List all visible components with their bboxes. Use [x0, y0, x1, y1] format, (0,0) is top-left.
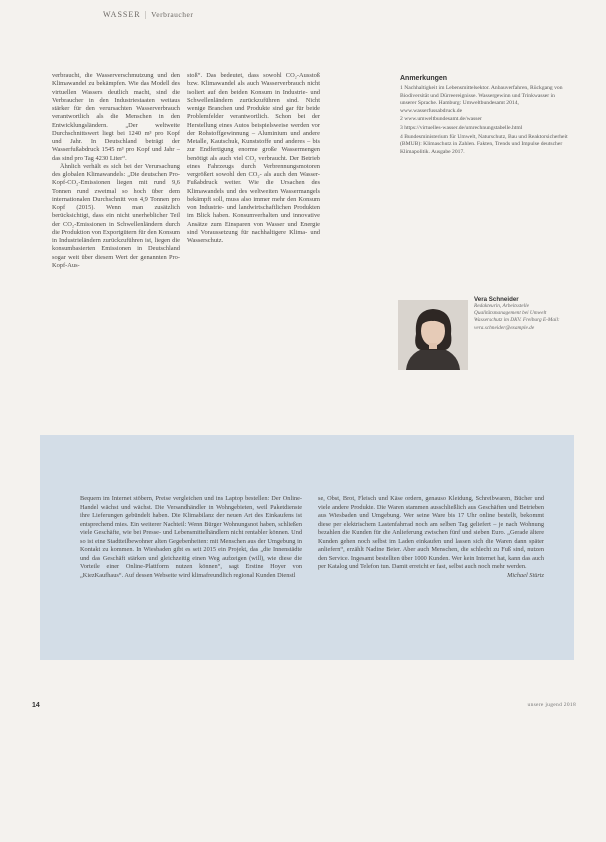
- author-box: [398, 292, 573, 370]
- article-column-2: [187, 72, 320, 245]
- box-column-1: [80, 495, 302, 580]
- paragraph: Bequem im Internet stöbern, Preise vergleichen und ins Laptop bestellen: Der Online-Handel wächst und wächst. Die Versandhändler in Wohngebieten, weil Paketdienste ihre Lieferungen gebündelt haben. Die Klimabilanz der neuen Art des Einkaufens ist entsprechend mies. Ein weiterer Nachteil: Wenn Bürger Wohnungsnot haben, schließen viele Geschäfte, wie bei Presse- und Lebensmittelhändlern nicht rentabler können. Und so ist eine Stadtteilbewohner alten Gegebenheiten: mit Menschen aus der Umgebung in Kontakt zu kommen. In Wiesbaden gibt es seit 2015 ein Projekt, das „die Innenstädte und das Geschäft stärken und gleichzeitig einen Weg aufzeigen (will), wie diese die Vorteile einer Online-Plattform nutzen können“, sagt Erstine Hoyer von „KiezKaufhaus“. Auf dessen Webseite wird klimafreundlich regional Kunden Dienstl: [80, 495, 302, 579]
- article-column-1: [52, 72, 180, 270]
- note-item: 3 https://virtuelles-wasser.de/umrechnungstabelle.html: [400, 124, 523, 131]
- page-header: [103, 10, 193, 19]
- note-item: 1 Nachhaltigkeit im Lebensmittelsektor. Anbauverfahren, Rückgang von Biodiversität und Dürreereignisse. Wassergewinn und Trinkwasser in unserer Sprache. Hamburg: Umweltbundesamt 2014, www.wasserfussabdruck.de: [400, 85, 563, 114]
- note-item: 2 www.umweltbundesamt.de/wasser: [400, 116, 482, 123]
- notes-title: Anmerkungen: [400, 75, 448, 82]
- page-number: 14: [32, 702, 40, 709]
- paragraph: Ähnlich verhält es sich bei der Verursachung des globalen Klimawandels: „Die deutschen Pro-Kopf-CO₂-Emissionen liegen mit rund 9,6 Tonnen rund zweimal so hoch über dem internationalen Durchschnitt von 4,9 Tonnen pro Kopf (2015). Wenn man zusätzlich berücksichtigt, dass ein nicht unerheblicher Teil der CO₂-Emissionen in Schwellenländern durch die Produktion von Exportgütern für den Konsum in Industrieländern zurückzuführen ist, liegen die konsumbasierten Emissionen in Deutschland sogar weit über diesem Wert der genannten Pro-Kopf-Aus-: [52, 162, 180, 269]
- paragraph: se, Obst, Brot, Fleisch und Käse ordern, genauso Kleidung, Schreibwaren, Bücher und viele andere Produkte. Die Waren stammen ausschließlich aus Geschäften und Betrieben aus Wiesbaden und Umgebung. Wer seine Ware bis 17 Uhr online bestellt, bekommt diese per elektrischem Lastenfahrrad noch am selben Tag geliefert – je nach Wohnung bezahlen die Kunden für die Anlieferung zwischen fünf und sieben Euro. „Gerade ältere Kunden gehen noch selbst im Laden einkaufen und lassen sich die Waren dann später anliefern“, erzählt Nadine Beier. Aber auch Menschen, die schlecht zu Fuß sind, nutzen den Service. Ingesamt bestellten über 1000 Kunden. Wer kein Internet hat, kann das auch per Katalog und Telefon tun. Damit erreicht er fast, selbst auch noch mehr werden.: [318, 495, 544, 571]
- author-info: [474, 296, 572, 332]
- paragraph: verbraucht, die Wasserverschmutzung und den Klimawandel zu bekämpfen. Wie das Modell des virtuellen Wassers deutlich macht, sind die Verbraucher in den Industriestaaten weitaus stärker für den verursachten Wasserverbrauch verantwortlich als die Menschen in den Entwicklungsländern. „Der weltweite Durchschnittswert liegt bei 1240 m³ pro Kopf und Jahr. In Deutschland beträgt der Wasserfußabdruck 1545 m³ pro Kopf und Jahr – das sind pro Tag 4230 Liter“.: [52, 72, 180, 162]
- note-item: 4 Bundesministerium für Umwelt, Naturschutz, Bau und Reaktorsicherheit (BMUB): Klimaschutz in Zahlen. Fakten, Trends und Impulse deutscher Klimapolitik. Ausgabe 2017.: [400, 133, 568, 155]
- publication-name: unsere jugend 2018: [527, 702, 576, 708]
- info-box: [40, 435, 574, 660]
- header-separator: |: [144, 10, 148, 19]
- notes-section: [400, 75, 570, 157]
- section-title: WASSER: [103, 10, 141, 19]
- author-photo: [398, 300, 468, 370]
- subsection-title: Verbraucher: [151, 10, 194, 19]
- box-signature: Michael Stürtz: [507, 571, 544, 579]
- author-bio: Redakteurin, Arbeitsstelle Qualitätsmanagement bei Umwelt Wasserschutz im DKV. Freiburg E-Mail: vera.schneider@example.de: [474, 303, 560, 331]
- author-name: Vera Schneider: [474, 296, 519, 303]
- box-column-2: [318, 495, 544, 580]
- paragraph: stoß“. Das bedeutet, dass sowohl CO₂-Ausstoß bzw. Klimawandel als auch Wasserverbrauch nicht isoliert auf den beiden Konsum in Industrie- und Schwellenländern zurückzuführen sind. Nicht wenige Branchen und Produkte sind gar für beide Problemfelder verantwortlich. Schon bei der Herstellung eines Autos beispielsweise werden vor der Rohstoffgewinnung – Aluminium und andere Metalle, Kautschuk, Kunststoffe und anderes – bis zur Endfertigung enorme große Wassermengen benötigt als auch viel CO₂ verbraucht. Der Betrieb eines Fahrzeugs durch Verbrennungsmotoren vergrößert sowohl den CO₂- als auch den Wasser-Fußabdruck weiter. Wie die Ursachen des Klimawandels und des weltweiten Wassermangels bekämpft soll, muss also immer mehr den Konsum von Industrie- und landwirtschaftlichen Produkten im Blick haben. Konsumverhalten und innovative Ansätze zum Einsparen von Wasser und Energie sind Voraussetzung für nachhaltigere Klima- und Wasserschutz.: [187, 72, 320, 244]
